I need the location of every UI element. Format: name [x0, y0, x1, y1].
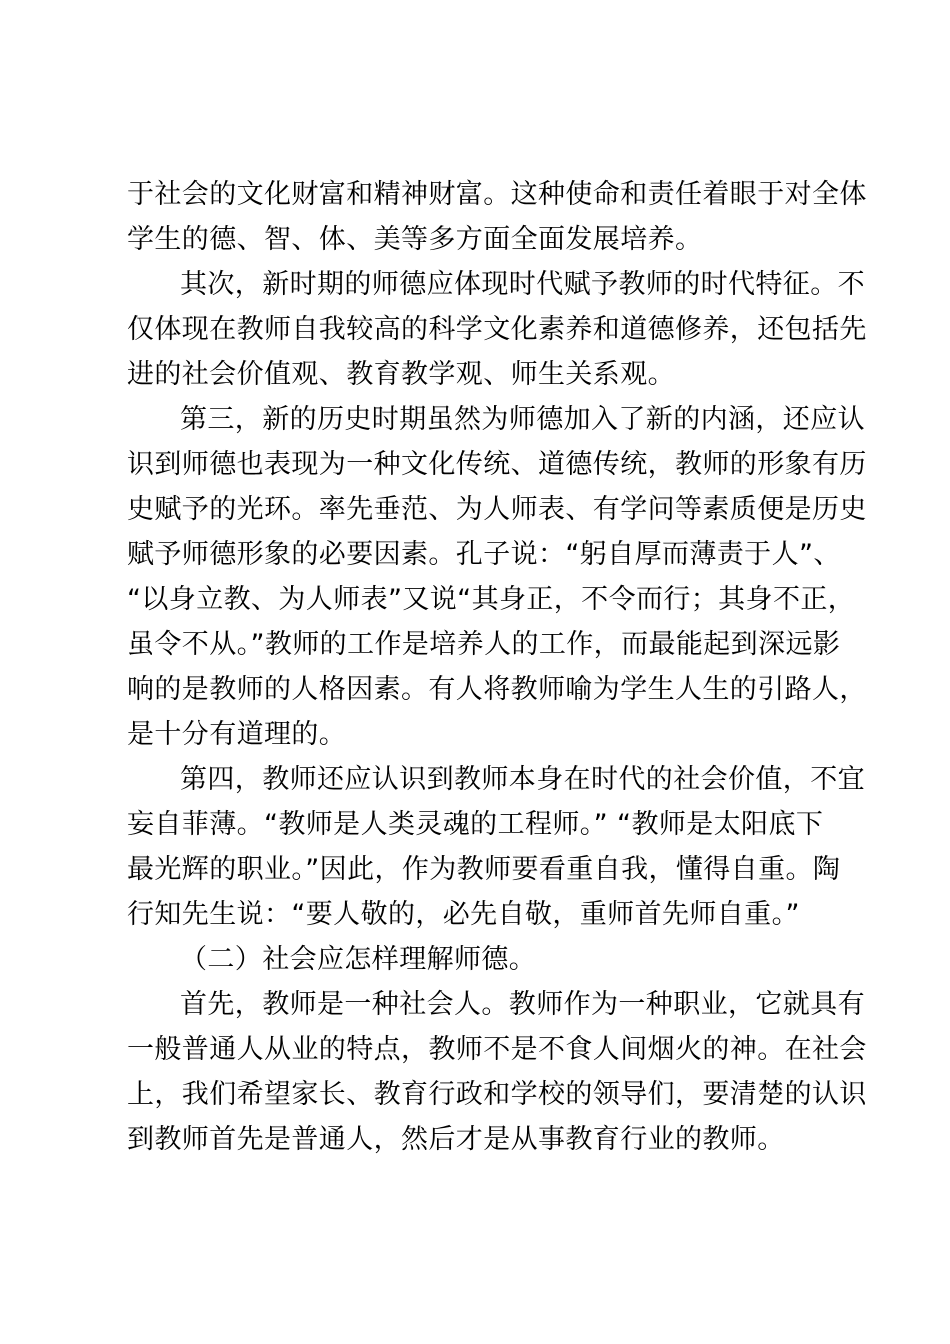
text-line: 行知先生说：“要人敬的，必先自敬，重师首先师自重。”	[127, 899, 800, 930]
text-line: “以身立教、为人师表”又说“其身正，不令而行；其身不正，	[127, 584, 856, 615]
section-heading: （二）社会应怎样理解师德。	[180, 944, 537, 975]
text-line: 仅体现在教师自我较高的科学文化素养和道德修养，还包括先	[127, 314, 867, 345]
text-line: 史赋予的光环。率先垂范、为人师表、有学问等素质便是历史	[127, 494, 867, 525]
text-line: 是十分有道理的。	[127, 719, 347, 750]
text-line: 识到师德也表现为一种文化传统、道德传统，教师的形象有历	[127, 449, 867, 480]
paragraph-start: 第四，教师还应认识到教师本身在时代的社会价值，不宜	[180, 764, 865, 795]
text-line: 学生的德、智、体、美等多方面全面发展培养。	[127, 224, 703, 255]
text-line: 虽令不从。”教师的工作是培养人的工作，而最能起到深远影	[127, 629, 841, 660]
text-line: 响的是教师的人格因素。有人将教师喻为学生人生的引路人，	[127, 674, 867, 705]
text-line: 进的社会价值观、教育教学观、师生关系观。	[127, 359, 675, 390]
text-line: 赋予师德形象的必要因素。孔子说：“躬自厚而薄责于人”、	[127, 539, 841, 570]
paragraph-start: 首先，教师是一种社会人。教师作为一种职业，它就具有	[180, 989, 865, 1020]
text-line: 上，我们希望家长、教育行政和学校的领导们，要清楚的认识	[127, 1079, 867, 1110]
paragraph-start: 其次，新时期的师德应体现时代赋予教师的时代特征。不	[180, 269, 865, 300]
text-line: 到教师首先是普通人，然后才是从事教育行业的教师。	[127, 1124, 785, 1155]
text-line: 最光辉的职业。”因此，作为教师要看重自我，懂得自重。陶	[127, 854, 841, 885]
text-line: 妄自菲薄。“教师是人类灵魂的工程师。” “教师是太阳底下	[127, 809, 824, 840]
text-line: 于社会的文化财富和精神财富。这种使命和责任着眼于对全体	[127, 179, 867, 210]
paragraph-start: 第三，新的历史时期虽然为师德加入了新的内涵，还应认	[180, 404, 865, 435]
text-line: 一般普通人从业的特点，教师不是不食人间烟火的神。在社会	[127, 1034, 867, 1065]
